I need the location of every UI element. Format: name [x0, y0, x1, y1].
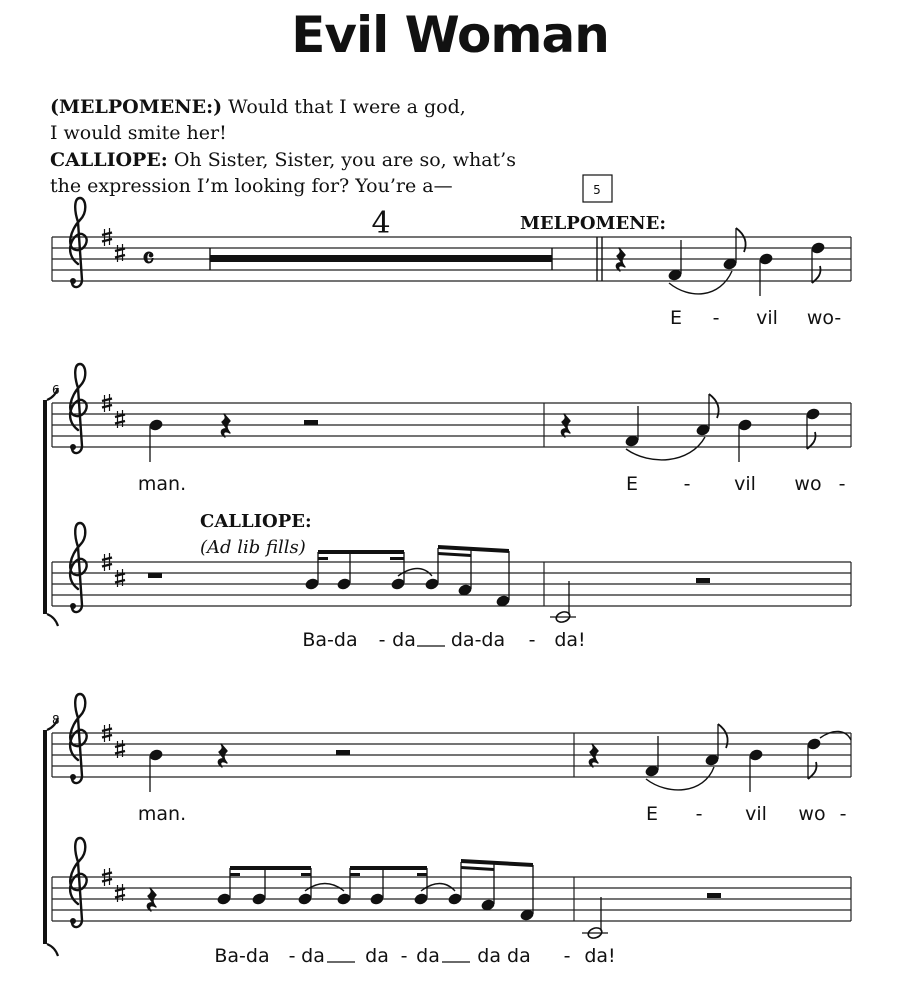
- half-rest-icon: [707, 893, 721, 898]
- melody-notes-sys3: [645, 724, 821, 792]
- treble-clef-icon: [70, 364, 87, 453]
- lyric-syllable: vil: [745, 803, 767, 825]
- system-2: [43, 364, 851, 651]
- lyric-syllable: E: [625, 473, 639, 495]
- staff-lines: [52, 733, 851, 777]
- multirest-count: 4: [371, 206, 391, 241]
- tie: [398, 569, 432, 577]
- lyric-syllable: Ba-da: [214, 945, 270, 967]
- singer-label-calliope: CALLIOPE:: [200, 511, 312, 532]
- performance-direction: (Ad lib fills): [200, 537, 306, 558]
- tie: [421, 884, 455, 892]
- system-3: [43, 694, 851, 967]
- treble-clef-icon: [70, 198, 87, 287]
- lyric-syllable: vil: [756, 307, 778, 329]
- speaker-melpomene: (MELPOMENE:): [50, 96, 223, 118]
- half-rest-icon: [336, 750, 350, 755]
- lyric-syllable: da da: [477, 945, 531, 967]
- lyric-hyphen: -: [563, 945, 571, 967]
- singer-label-melpomene: MELPOMENE:: [520, 213, 666, 234]
- lyric-syllable: vil: [734, 473, 756, 495]
- dialogue-text-4: the expression I’m looking for? You’re a—: [50, 175, 453, 197]
- lyric-hyphen: -: [839, 803, 847, 825]
- song-title: Evil Woman: [291, 6, 609, 64]
- multi-measure-rest: [210, 248, 552, 270]
- lyric-syllable: E: [669, 307, 683, 329]
- lyric-syllable: da!: [584, 945, 616, 967]
- lyric-syllable: E: [645, 803, 659, 825]
- lyric-syllable: man.: [137, 473, 187, 495]
- treble-clef-icon: [70, 838, 87, 927]
- measure-number: 8: [52, 713, 60, 727]
- lyric-syllable: da: [416, 945, 440, 967]
- dialogue-text-2: I would smite her!: [50, 122, 227, 144]
- lyric-syllable: Ba-da: [302, 629, 358, 651]
- lyric-hyphen: -: [838, 473, 846, 495]
- half-rest-icon: [148, 573, 162, 578]
- half-rest-icon: [304, 420, 318, 425]
- lyric-syllable: da: [365, 945, 389, 967]
- system-1: [52, 175, 851, 329]
- measure-number: 6: [52, 383, 60, 397]
- staff-lines: [52, 562, 851, 606]
- dialogue-text-1: Would that I were a god,: [222, 96, 466, 118]
- lyric-syllable: da-da: [450, 629, 506, 651]
- lyric-hyphen: -: [683, 473, 691, 495]
- lyric-syllable: wo: [794, 473, 822, 495]
- melody-notes-sys2: [625, 394, 820, 462]
- melody-notes-sys1: [668, 228, 825, 296]
- lyric-syllable: wo: [798, 803, 826, 825]
- lyric-syllable: man.: [137, 803, 187, 825]
- lyric-hyphen: -: [400, 945, 408, 967]
- lyric-syllable: wo-: [806, 307, 842, 329]
- speaker-calliope: CALLIOPE:: [50, 149, 168, 171]
- common-time-icon: 𝄴: [142, 242, 155, 275]
- staff-lines: [52, 403, 851, 447]
- lyric-hyphen: -: [288, 945, 296, 967]
- lyric-hyphen: -: [378, 629, 386, 651]
- treble-clef-icon: [70, 523, 87, 612]
- lyric-syllable: da!: [554, 629, 586, 651]
- lyric-syllable: da: [392, 629, 416, 651]
- lyric-syllable: da: [301, 945, 325, 967]
- lyric-hyphen: -: [712, 307, 720, 329]
- treble-clef-icon: [70, 694, 87, 783]
- rehearsal-mark: 5: [593, 183, 601, 197]
- half-rest-icon: [696, 578, 710, 583]
- lyric-hyphen: -: [695, 803, 703, 825]
- lyric-hyphen: -: [528, 629, 536, 651]
- dialogue-text-3: Oh Sister, Sister, you are so, what’s: [167, 149, 516, 171]
